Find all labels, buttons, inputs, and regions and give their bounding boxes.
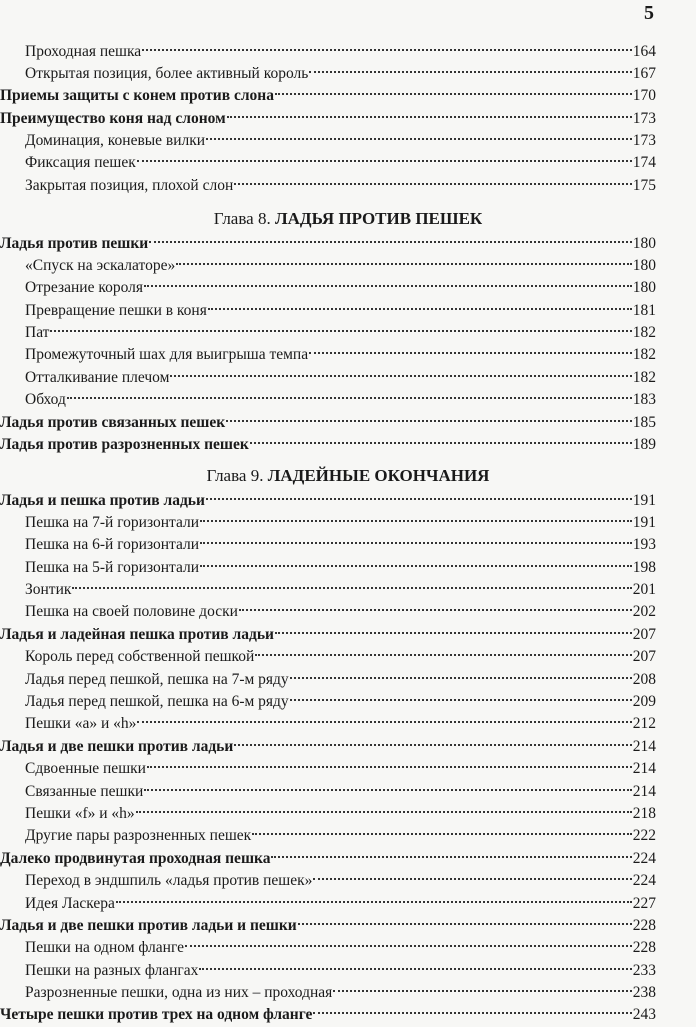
toc-entry-title: Ладья и ладейная пешка против ладьи: [0, 625, 274, 643]
dot-leader: [116, 885, 632, 903]
toc-entry-page: 233: [632, 961, 656, 979]
toc-entry-page: 209: [632, 693, 656, 711]
toc-entry: [0, 432, 656, 454]
toc-entry-title: Далеко продвинутая проходная пешка: [0, 849, 271, 867]
toc-entry: [0, 1002, 656, 1024]
toc-entry-title: Четыре пешки против трех на одном фланге: [0, 1006, 313, 1024]
toc-entry-page: 198: [632, 558, 656, 576]
toc-entry-page: 180: [632, 279, 656, 297]
toc-entry-page: 173: [632, 132, 656, 150]
chapter-9-entries: [0, 487, 656, 1024]
toc-entry-page: 180: [632, 234, 656, 252]
toc-entry-page: 191: [632, 491, 656, 509]
toc-entry-title: Открытая позиция, более активный король: [25, 64, 309, 82]
toc-entry-title: Пешка на своей половине доски: [25, 603, 238, 621]
dot-leader: [170, 359, 631, 377]
toc-entry-title: Ладья против разрозненных пешек: [0, 436, 249, 454]
toc-entry-page: 243: [632, 1006, 656, 1024]
dot-leader: [200, 527, 632, 545]
toc-entry-title: Пешка на 5-й горизонтали: [25, 558, 200, 576]
dot-leader: [144, 773, 631, 791]
toc-entry-title: Король перед собственной пешкой: [25, 648, 255, 666]
dot-leader: [149, 225, 632, 243]
toc-entry-page: 224: [632, 872, 656, 890]
toc-entry-title: Пешки на разных флангах: [25, 961, 199, 979]
toc-entry-page: 181: [632, 301, 656, 319]
toc-entry-page: 180: [632, 256, 656, 274]
toc-entry-title: Отталкивание плечом: [25, 368, 170, 386]
toc-entry: [0, 172, 656, 194]
dot-leader: [67, 382, 632, 400]
toc-entry-title: Проходная пешка: [25, 42, 142, 60]
toc-entry-title: Промежуточный шах для выигрыша темпа: [25, 346, 309, 364]
toc-entry-page: 214: [632, 737, 656, 755]
dot-leader: [144, 270, 632, 288]
toc-entry-page: 193: [632, 536, 656, 554]
dot-leader: [234, 167, 631, 185]
dot-leader: [199, 952, 631, 970]
toc-entry-page: 207: [632, 625, 656, 643]
dot-leader: [72, 572, 631, 590]
dot-leader: [271, 840, 631, 858]
page-number: 5: [644, 2, 654, 24]
toc-entry-title: Связанные пешки: [25, 782, 144, 800]
toc-entry-page: 202: [632, 603, 656, 621]
toc-entry-page: 238: [632, 984, 656, 1002]
dot-leader: [290, 661, 632, 679]
toc-entry-title: Переход в эндшпиль «ладья против пешек»: [25, 872, 313, 890]
chapter-8-prefix: Глава 8.: [213, 209, 271, 228]
toc-entry-title: Идея Ласкера: [25, 894, 115, 912]
toc-entry-title: Ладья против пешки: [0, 234, 149, 252]
toc-entry-title: Приемы защиты с конем против слона: [0, 87, 274, 105]
dot-leader: [275, 616, 632, 634]
toc-entry-page: 201: [632, 581, 656, 599]
chapter-8-title: ЛАДЬЯ ПРОТИВ ПЕШЕК: [274, 209, 483, 228]
dot-leader: [50, 315, 631, 333]
toc-entry-title: Пешки «a» и «h»: [25, 715, 137, 733]
chapter-9-prefix: Глава 9.: [206, 466, 264, 485]
toc-entry-page: 214: [632, 760, 656, 778]
toc-entry-page: 174: [632, 154, 656, 172]
toc-entry-page: 208: [632, 670, 656, 688]
dot-leader: [255, 639, 631, 657]
dot-leader: [147, 751, 632, 769]
toc-entry-title: Другие пары разрозненных пешек: [25, 827, 252, 845]
toc-entry-page: 185: [632, 413, 656, 431]
dot-leader: [313, 863, 631, 881]
toc-entry-page: 175: [632, 176, 656, 194]
dot-leader: [185, 930, 632, 948]
dot-leader: [206, 123, 632, 141]
toc-entry-page: 189: [632, 436, 656, 454]
toc-entry-page: 183: [632, 391, 656, 409]
toc-entry-page: 218: [632, 804, 656, 822]
toc-section-continued: [0, 38, 656, 195]
dot-leader: [226, 404, 632, 422]
dot-leader: [275, 78, 632, 96]
toc-entry-page: 227: [632, 894, 656, 912]
toc-entry-page: 207: [632, 648, 656, 666]
dot-leader: [208, 292, 632, 310]
toc-entry-page: 173: [632, 109, 656, 127]
dot-leader: [206, 482, 632, 500]
toc-entry-title: Пешки «f» и «h»: [25, 804, 135, 822]
dot-leader: [200, 504, 632, 522]
chapter-8-entries: [0, 230, 656, 454]
chapter-9-title: ЛАДЕЙНЫЕ ОКОНЧАНИЯ: [267, 466, 490, 485]
toc-entry-title: Доминация, коневые вилки: [25, 132, 206, 150]
toc-entry-title: Пешка на 7-й горизонтали: [25, 513, 200, 531]
dot-leader: [137, 145, 632, 163]
toc-entry-title: Ладья и две пешки против ладьи и пешки: [0, 916, 297, 934]
toc-entry-page: 212: [632, 715, 656, 733]
dot-leader: [309, 55, 631, 73]
toc-entry-page: 182: [632, 324, 656, 342]
toc-entry-title: Фиксация пешек: [25, 154, 136, 172]
toc-entry-title: Зонтик: [25, 581, 72, 599]
toc-entry-title: Пат: [25, 324, 50, 342]
dot-leader: [200, 549, 632, 567]
dot-leader: [142, 33, 632, 51]
dot-leader: [250, 427, 632, 445]
toc-entry-title: Ладья и пешка против ладьи: [0, 491, 205, 509]
toc-entry-page: 182: [632, 368, 656, 386]
dot-leader: [239, 594, 632, 612]
dot-leader: [309, 337, 632, 355]
dot-leader: [234, 728, 631, 746]
toc-entry-title: Пешки на одном фланге: [25, 939, 184, 957]
toc-entry-page: 191: [632, 513, 656, 531]
toc-entry-page: 167: [632, 64, 656, 82]
toc-entry-page: 164: [632, 42, 656, 60]
dot-leader: [227, 100, 632, 118]
toc-entry-title: Преимущество коня над слоном: [0, 109, 226, 127]
toc-entry-title: Сдвоенные пешки: [25, 760, 146, 778]
toc-entry-title: Отрезание короля: [25, 279, 143, 297]
toc-entry-title: Превращение пешки в коня: [25, 301, 207, 319]
dot-leader: [252, 818, 632, 836]
dot-leader: [333, 975, 631, 993]
dot-leader: [290, 684, 632, 702]
toc-entry-title: «Спуск на эскалаторе»: [25, 256, 176, 274]
toc-entry-page: 214: [632, 782, 656, 800]
toc-entry-title: Обход: [25, 391, 66, 409]
dot-leader: [137, 706, 631, 724]
toc-entry-page: 228: [632, 916, 656, 934]
toc-entry-title: Ладья перед пешкой, пешка на 6-м ряду: [25, 693, 289, 711]
toc-entry-page: 222: [632, 827, 656, 845]
toc-entry-page: 224: [632, 849, 656, 867]
toc-entry-title: Пешка на 6-й горизонтали: [25, 536, 200, 554]
toc-entry-title: Ладья и две пешки против ладьи: [0, 737, 234, 755]
dot-leader: [176, 247, 632, 265]
toc-entry-page: 170: [632, 87, 656, 105]
toc-entry-page: 182: [632, 346, 656, 364]
dot-leader: [298, 907, 632, 925]
toc-entry-title: Закрытая позиция, плохой слон: [25, 176, 234, 194]
toc-entry-title: Ладья перед пешкой, пешка на 7-м ряду: [25, 670, 289, 688]
toc-entry-page: 228: [632, 939, 656, 957]
toc-entry-title: Ладья против связанных пешек: [0, 413, 226, 431]
dot-leader: [136, 795, 632, 813]
toc-entry-title: Разрозненные пешки, одна из них – проходная: [25, 984, 333, 1002]
